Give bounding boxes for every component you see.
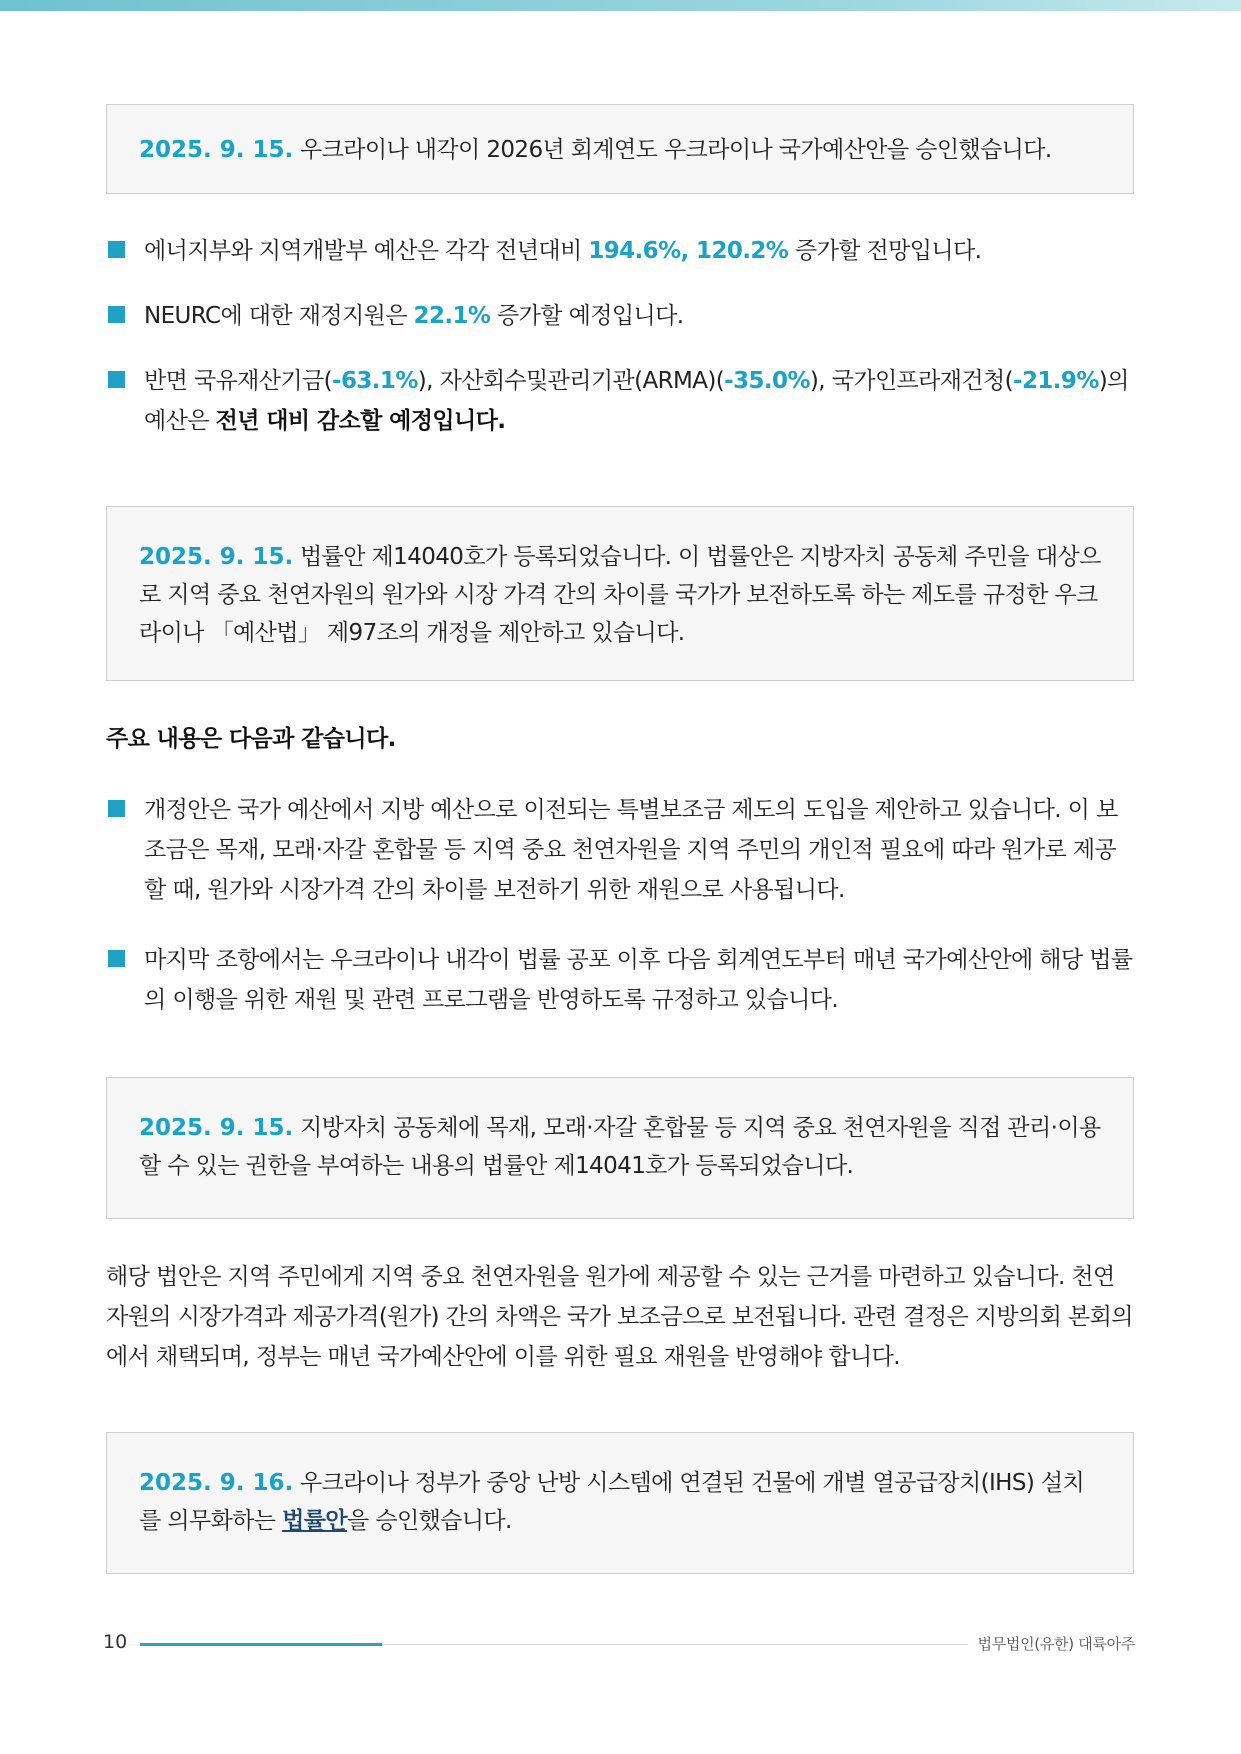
- footer-brand: 법무법인(유한) 대륙아주: [977, 1635, 1135, 1653]
- bullet-text: 증가할 전망입니다.: [788, 238, 982, 264]
- notice-text: [139, 1109, 1101, 1185]
- notice-text: [139, 1464, 1101, 1540]
- bullet-text: ), 자산회수및관리기관(ARMA)(: [417, 368, 725, 394]
- section-heading: 주요 내용은 다음과 같습니다.: [106, 726, 396, 752]
- square-bullet-icon: [108, 241, 125, 258]
- bold-text: 전년 대비 감소할 예정입니다: [215, 408, 498, 434]
- notice-text: [139, 131, 1101, 169]
- footer-line-accent: [140, 1643, 382, 1646]
- list-item: [106, 231, 1136, 271]
- bold-text: .: [497, 408, 506, 434]
- notice-body: 법률안 제14040호가 등록되었습니다. 이 법률안은 지방자치 공동체 주민을 대상으로 지역 중요 천연자원의 원가와 시장 가격 간의 차이를 국가가 보전하도록 하는 제도를 규정한 우크라이나 「예산법」 제97조의 개정을 제안하고 있습니다.: [139, 544, 1101, 646]
- bullet-text: NEURC에 대한 재정지원은: [144, 303, 414, 329]
- law-link[interactable]: 법률안: [282, 1508, 347, 1534]
- page-number: 10: [103, 1631, 128, 1653]
- notice-date: 2025. 9. 15.: [139, 137, 294, 163]
- square-bullet-icon: [108, 371, 125, 388]
- highlight-value: 194.6%, 120.2%: [588, 238, 789, 264]
- bullet-text: 개정안은 국가 예산에서 지방 예산으로 이전되는 특별보조금 제도의 도입을 제안하고 있습니다. 이 보조금은 목재, 모래·자갈 혼합물 등 지역 중요 천연자원을 지역 주민의 개인적 필요에 따라 원가로 제공할 때, 원가와 시장가격 간의 차이를 보전하기 위한 재원으로 사용됩니다.: [144, 797, 1118, 903]
- list-item: [106, 940, 1136, 1020]
- notice-date: 2025. 9. 15.: [139, 544, 294, 570]
- notice-body: 우크라이나 정부가 중앙 난방 시스템에 연결된 건물에 개별 열공급장치(IHS) 설치를 의무화하는: [139, 1470, 1085, 1534]
- notice-date: 2025. 9. 15.: [139, 1115, 294, 1141]
- list-item: [106, 790, 1136, 910]
- highlight-value: -35.0%: [724, 368, 810, 394]
- notice-text: [139, 538, 1101, 652]
- notice-body: 우크라이나 내각이 2026년 회계연도 우크라이나 국가예산안을 승인했습니다.: [293, 137, 1052, 163]
- square-bullet-icon: [108, 800, 125, 817]
- notice-box-2: [106, 506, 1134, 681]
- content-bullet-list: [106, 790, 1136, 1020]
- square-bullet-icon: [108, 950, 125, 967]
- notice-box-3: [106, 1077, 1134, 1219]
- bullet-text: )의 예산은: [144, 368, 1129, 434]
- top-accent-bar: [0, 0, 1241, 11]
- list-item: [106, 361, 1136, 441]
- notice-date: 2025. 9. 16.: [139, 1470, 294, 1496]
- body-paragraph: 해당 법안은 지역 주민에게 지역 중요 천연자원을 원가에 제공할 수 있는 근거를 마련하고 있습니다. 천연자원의 시장가격과 제공가격(원가) 간의 차액은 국가 보조금으로 보전됩니다. 관련 결정은 지방의회 본회의에서 채택되며, 정부는 매년 국가예산안에 이를 위한 필요 재원을 반영해야 합니다.: [106, 1264, 1133, 1370]
- notice-box-4: [106, 1432, 1134, 1574]
- footer-line: [382, 1644, 968, 1645]
- highlight-value: 22.1%: [413, 303, 491, 329]
- highlight-value: -63.1%: [332, 368, 418, 394]
- notice-box-1: [106, 104, 1134, 194]
- list-item: [106, 296, 1136, 336]
- bullet-text: ), 국가인프라재건청(: [809, 368, 1014, 394]
- notice-body: 을 승인했습니다.: [347, 1508, 512, 1534]
- budget-bullet-list: [106, 231, 1136, 441]
- bullet-text: 반면 국유재산기금(: [144, 368, 333, 394]
- highlight-value: -21.9%: [1013, 368, 1099, 394]
- notice-body: 지방자치 공동체에 목재, 모래·자갈 혼합물 등 지역 중요 천연자원을 직접 관리·이용할 수 있는 권한을 부여하는 내용의 법률안 제14041호가 등록되었습니다.: [139, 1115, 1101, 1179]
- bullet-text: 마지막 조항에서는 우크라이나 내각이 법률 공포 이후 다음 회계연도부터 매년 국가예산안에 해당 법률의 이행을 위한 재원 및 관련 프로그램을 반영하도록 규정하고 있습니다.: [144, 947, 1133, 1013]
- bullet-text: 증가할 예정입니다.: [490, 303, 684, 329]
- square-bullet-icon: [108, 306, 125, 323]
- bullet-text: 에너지부와 지역개발부 예산은 각각 전년대비: [144, 238, 589, 264]
